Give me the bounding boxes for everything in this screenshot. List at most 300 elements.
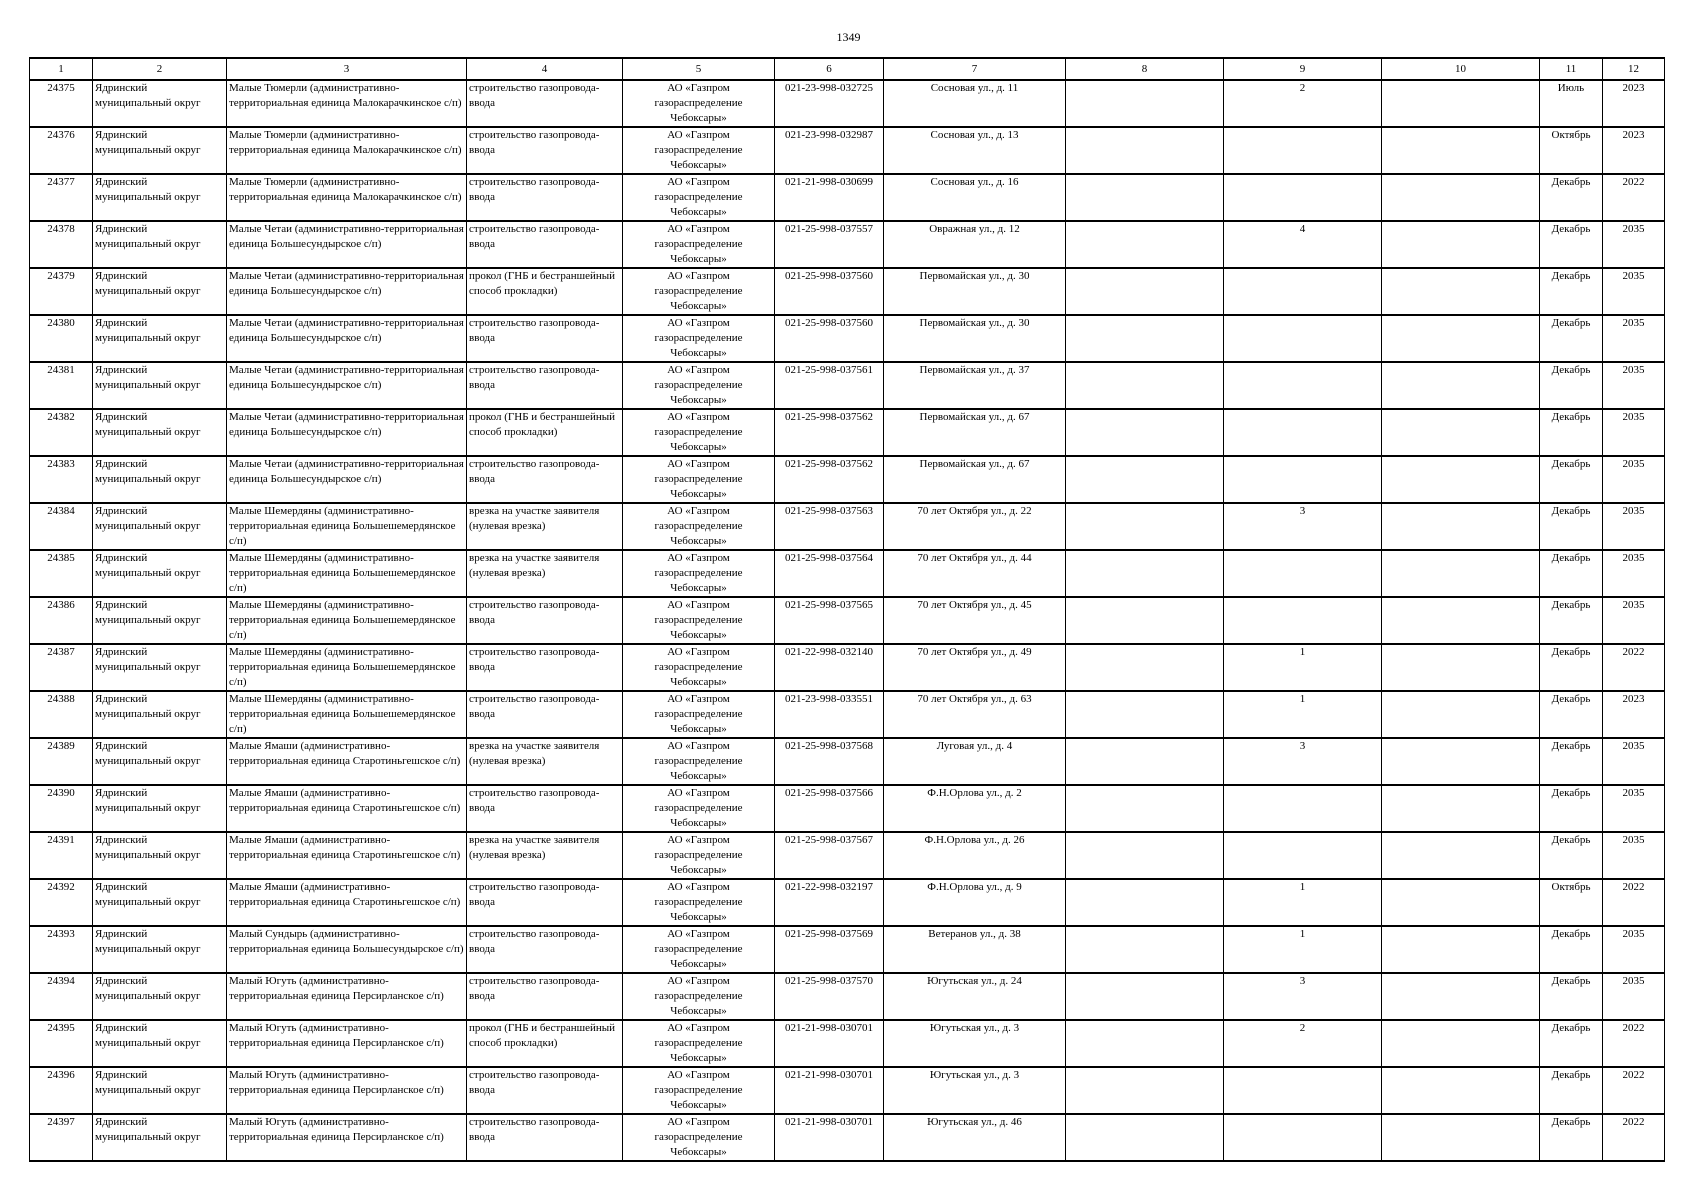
cell-col-10 xyxy=(1382,785,1540,832)
cell-col-10 xyxy=(1382,456,1540,503)
cell-text: Декабрь xyxy=(1551,834,1591,846)
cell-month xyxy=(1540,644,1603,691)
cell-text: 2035 xyxy=(1622,364,1645,376)
cell-text xyxy=(1384,880,1537,925)
cell-municipal-district xyxy=(93,691,227,738)
cell-row-number xyxy=(30,174,93,221)
cell-col-9 xyxy=(1224,268,1382,315)
cell-work-type xyxy=(467,503,623,550)
cell-year xyxy=(1603,174,1665,221)
cell-col-8 xyxy=(1066,1067,1224,1114)
cell-month xyxy=(1540,174,1603,221)
cell-organization xyxy=(623,879,775,926)
cell-text: Ядринский муниципальный округ xyxy=(95,129,201,156)
cell-text: Ядринский муниципальный округ xyxy=(95,505,201,532)
cell-text: Сосновая ул., д. 11 xyxy=(930,82,1019,94)
cell-municipal-district xyxy=(93,456,227,503)
cell-text: Октябрь xyxy=(1551,129,1591,141)
cell-text: 24382 xyxy=(47,411,75,423)
cell-text xyxy=(1068,1115,1221,1160)
cell-text: Декабрь xyxy=(1551,270,1591,282)
cell-year xyxy=(1603,1020,1665,1067)
cell-settlement xyxy=(227,456,467,503)
cell-text: 021-25-998-037561 xyxy=(785,364,873,376)
cell-object-code xyxy=(775,785,884,832)
cell-col-10 xyxy=(1382,1020,1540,1067)
cell-year xyxy=(1603,644,1665,691)
cell-col-8 xyxy=(1066,597,1224,644)
cell-object-code xyxy=(775,973,884,1020)
cell-text: прокол (ГНБ и бестраншейный способ прокладки) xyxy=(469,411,616,438)
cell-work-type xyxy=(467,268,623,315)
table-row xyxy=(30,174,1665,221)
cell-work-type xyxy=(467,1020,623,1067)
cell-row-number xyxy=(30,503,93,550)
cell-text: Малые Тюмерли (административно-территориальная единица Малокарачкинское с/п) xyxy=(229,82,462,109)
cell-text: АО «Газпром газораспределение Чебоксары» xyxy=(654,881,743,923)
cell-object-code xyxy=(775,221,884,268)
cell-municipal-district xyxy=(93,315,227,362)
cell-municipal-district xyxy=(93,503,227,550)
cell-row-number xyxy=(30,973,93,1020)
cell-text: 24384 xyxy=(47,505,75,517)
table-row xyxy=(30,785,1665,832)
cell-row-number xyxy=(30,644,93,691)
cell-object-code xyxy=(775,456,884,503)
cell-text: Октябрь xyxy=(1551,881,1591,893)
cell-text: строительство газопровода-ввода xyxy=(469,646,600,673)
cell-month xyxy=(1540,80,1603,127)
cell-col-9 xyxy=(1224,597,1382,644)
table-row xyxy=(30,1020,1665,1067)
cell-text: Малые Четаи (административно-территориальная единица Большесундырское с/п) xyxy=(229,270,464,297)
cell-text xyxy=(1068,222,1221,267)
cell-col-8 xyxy=(1066,832,1224,879)
cell-text: 021-25-998-037562 xyxy=(785,411,873,423)
cell-municipal-district xyxy=(93,973,227,1020)
cell-municipal-district xyxy=(93,409,227,456)
cell-text xyxy=(1068,974,1221,1019)
cell-text xyxy=(1384,974,1537,1019)
cell-text: Ядринский муниципальный округ xyxy=(95,411,201,438)
cell-month xyxy=(1540,456,1603,503)
cell-text xyxy=(1068,927,1221,972)
cell-row-number xyxy=(30,738,93,785)
cell-text: Декабрь xyxy=(1551,176,1591,188)
cell-text: 021-21-998-030701 xyxy=(785,1022,873,1034)
cell-text: Декабрь xyxy=(1551,740,1591,752)
cell-text: Малые Тюмерли (административно-территориальная единица Малокарачкинское с/п) xyxy=(229,129,462,156)
cell-col-10 xyxy=(1382,409,1540,456)
cell-text: 021-25-998-037560 xyxy=(785,270,873,282)
cell-text: Югутьская ул., д. 24 xyxy=(927,975,1022,987)
cell-text: Ядринский муниципальный округ xyxy=(95,458,201,485)
cell-text: АО «Газпром газораспределение Чебоксары» xyxy=(654,1022,743,1064)
cell-text: Декабрь xyxy=(1551,458,1591,470)
cell-text: 2035 xyxy=(1622,223,1645,235)
cell-text: 3 xyxy=(1299,975,1306,987)
cell-text: 021-22-998-032197 xyxy=(785,881,873,893)
column-header-3: 3 xyxy=(227,58,467,80)
cell-text: 2035 xyxy=(1622,270,1645,282)
table-row xyxy=(30,738,1665,785)
column-header-4: 4 xyxy=(467,58,623,80)
cell-text: Ядринский муниципальный округ xyxy=(95,599,201,626)
cell-text: Малые Четаи (административно-территориальная единица Большесундырское с/п) xyxy=(229,317,464,344)
cell-col-10 xyxy=(1382,221,1540,268)
cell-text: Декабрь xyxy=(1551,505,1591,517)
cell-organization xyxy=(623,1067,775,1114)
cell-col-10 xyxy=(1382,174,1540,221)
cell-col-8 xyxy=(1066,926,1224,973)
cell-text: Декабрь xyxy=(1551,928,1591,940)
cell-text: Декабрь xyxy=(1551,787,1591,799)
cell-settlement xyxy=(227,879,467,926)
cell-col-8 xyxy=(1066,268,1224,315)
cell-text xyxy=(1226,316,1379,361)
cell-text xyxy=(1068,128,1221,173)
cell-text: 2022 xyxy=(1622,881,1645,893)
cell-text: 021-23-998-033551 xyxy=(785,693,873,705)
cell-row-number xyxy=(30,127,93,174)
cell-object-code xyxy=(775,597,884,644)
cell-text xyxy=(1226,833,1379,878)
cell-organization xyxy=(623,597,775,644)
cell-text xyxy=(1384,1115,1537,1160)
cell-text: АО «Газпром газораспределение Чебоксары» xyxy=(654,82,743,124)
cell-text: 021-25-998-037570 xyxy=(785,975,873,987)
cell-settlement xyxy=(227,738,467,785)
cell-text: Ядринский муниципальный округ xyxy=(95,364,201,391)
cell-text: АО «Газпром газораспределение Чебоксары» xyxy=(654,223,743,265)
cell-text: Ядринский муниципальный округ xyxy=(95,82,201,109)
cell-organization xyxy=(623,268,775,315)
cell-month xyxy=(1540,503,1603,550)
cell-month xyxy=(1540,1114,1603,1161)
cell-row-number xyxy=(30,785,93,832)
cell-month xyxy=(1540,738,1603,785)
cell-col-8 xyxy=(1066,409,1224,456)
cell-text xyxy=(1068,1068,1221,1113)
cell-year xyxy=(1603,221,1665,268)
cell-work-type xyxy=(467,691,623,738)
cell-text xyxy=(1068,692,1221,737)
cell-object-code xyxy=(775,879,884,926)
cell-text xyxy=(1384,551,1537,596)
cell-text: АО «Газпром газораспределение Чебоксары» xyxy=(654,1069,743,1111)
table-row xyxy=(30,597,1665,644)
cell-text: Первомайская ул., д. 37 xyxy=(919,364,1030,376)
cell-col-9 xyxy=(1224,1020,1382,1067)
cell-text: 2022 xyxy=(1622,646,1645,658)
cell-col-10 xyxy=(1382,503,1540,550)
cell-col-9 xyxy=(1224,926,1382,973)
cell-text: АО «Газпром газораспределение Чебоксары» xyxy=(654,599,743,641)
cell-year xyxy=(1603,1067,1665,1114)
cell-text: Малые Шемердяны (административно-территориальная единица Большешемердянское с/п) xyxy=(229,505,456,547)
cell-address xyxy=(884,127,1066,174)
cell-month xyxy=(1540,1020,1603,1067)
cell-text: Ядринский муниципальный округ xyxy=(95,834,201,861)
cell-year xyxy=(1603,785,1665,832)
cell-text: Ядринский муниципальный округ xyxy=(95,928,201,955)
cell-text: 021-25-998-037563 xyxy=(785,505,873,517)
cell-text: Первомайская ул., д. 30 xyxy=(919,270,1030,282)
cell-object-code xyxy=(775,1020,884,1067)
cell-month xyxy=(1540,926,1603,973)
cell-work-type xyxy=(467,644,623,691)
cell-text: строительство газопровода-ввода xyxy=(469,928,600,955)
cell-organization xyxy=(623,644,775,691)
cell-organization xyxy=(623,221,775,268)
cell-text: Ядринский муниципальный округ xyxy=(95,317,201,344)
cell-text xyxy=(1068,833,1221,878)
cell-address xyxy=(884,973,1066,1020)
cell-year xyxy=(1603,832,1665,879)
cell-municipal-district xyxy=(93,644,227,691)
cell-text: 24381 xyxy=(47,364,75,376)
cell-month xyxy=(1540,1067,1603,1114)
table-row xyxy=(30,221,1665,268)
cell-year xyxy=(1603,503,1665,550)
cell-col-8 xyxy=(1066,550,1224,597)
cell-text: 021-25-998-037567 xyxy=(785,834,873,846)
cell-row-number xyxy=(30,1114,93,1161)
cell-text xyxy=(1384,128,1537,173)
cell-text: Ядринский муниципальный округ xyxy=(95,646,201,673)
cell-municipal-district xyxy=(93,221,227,268)
cell-address xyxy=(884,409,1066,456)
cell-row-number xyxy=(30,832,93,879)
cell-row-number xyxy=(30,1067,93,1114)
cell-col-10 xyxy=(1382,268,1540,315)
cell-organization xyxy=(623,362,775,409)
cell-text: АО «Газпром газораспределение Чебоксары» xyxy=(654,458,743,500)
cell-text: 021-25-998-037564 xyxy=(785,552,873,564)
cell-text: Ф.Н.Орлова ул., д. 2 xyxy=(927,787,1022,799)
cell-text: 2035 xyxy=(1622,505,1645,517)
cell-text xyxy=(1226,128,1379,173)
cell-month xyxy=(1540,221,1603,268)
column-header-2: 2 xyxy=(93,58,227,80)
cell-text: Малый Югуть (административно-территориальная единица Персирланское с/п) xyxy=(229,975,444,1002)
cell-settlement xyxy=(227,973,467,1020)
cell-text: Малые Ямаши (административно-территориальная единица Старотиньгешское с/п) xyxy=(229,834,461,861)
cell-text: врезка на участке заявителя (нулевая врезка) xyxy=(469,552,600,579)
cell-col-9 xyxy=(1224,785,1382,832)
cell-text: Ядринский муниципальный округ xyxy=(95,693,201,720)
cell-text: 021-25-998-037557 xyxy=(785,223,873,235)
cell-text: строительство газопровода-ввода xyxy=(469,881,600,908)
cell-year xyxy=(1603,691,1665,738)
table-row xyxy=(30,691,1665,738)
cell-col-10 xyxy=(1382,926,1540,973)
cell-col-10 xyxy=(1382,550,1540,597)
cell-object-code xyxy=(775,409,884,456)
cell-settlement xyxy=(227,832,467,879)
cell-address xyxy=(884,879,1066,926)
cell-text: Ядринский муниципальный округ xyxy=(95,975,201,1002)
cell-text: 2035 xyxy=(1622,975,1645,987)
cell-text: Малые Ямаши (административно-территориальная единица Старотиньгешское с/п) xyxy=(229,787,461,814)
cell-settlement xyxy=(227,926,467,973)
cell-work-type xyxy=(467,409,623,456)
table-row xyxy=(30,1067,1665,1114)
column-header-10: 10 xyxy=(1382,58,1540,80)
cell-text: 2035 xyxy=(1622,928,1645,940)
cell-settlement xyxy=(227,691,467,738)
cell-col-8 xyxy=(1066,221,1224,268)
cell-organization xyxy=(623,550,775,597)
cell-text xyxy=(1384,833,1537,878)
cell-municipal-district xyxy=(93,785,227,832)
cell-text xyxy=(1068,269,1221,314)
cell-text: 021-21-998-030701 xyxy=(785,1116,873,1128)
cell-row-number xyxy=(30,926,93,973)
cell-month xyxy=(1540,362,1603,409)
cell-text: 021-25-998-037560 xyxy=(785,317,873,329)
cell-row-number xyxy=(30,409,93,456)
cell-col-9 xyxy=(1224,409,1382,456)
cell-text: 2035 xyxy=(1622,317,1645,329)
cell-object-code xyxy=(775,738,884,785)
cell-work-type xyxy=(467,973,623,1020)
cell-municipal-district xyxy=(93,1020,227,1067)
cell-text: 24393 xyxy=(47,928,75,940)
cell-text xyxy=(1384,457,1537,502)
cell-text: Декабрь xyxy=(1551,411,1591,423)
cell-address xyxy=(884,456,1066,503)
cell-text: Малый Сундырь (административно-территориальная единица Большесундырское с/п) xyxy=(229,928,464,955)
cell-text: строительство газопровода-ввода xyxy=(469,223,600,250)
cell-col-8 xyxy=(1066,174,1224,221)
cell-text xyxy=(1068,598,1221,643)
cell-month xyxy=(1540,268,1603,315)
cell-col-10 xyxy=(1382,738,1540,785)
cell-month xyxy=(1540,832,1603,879)
cell-text: строительство газопровода-ввода xyxy=(469,975,600,1002)
cell-address xyxy=(884,644,1066,691)
cell-object-code xyxy=(775,268,884,315)
cell-text xyxy=(1226,457,1379,502)
cell-year xyxy=(1603,362,1665,409)
cell-text xyxy=(1068,739,1221,784)
cell-text: Декабрь xyxy=(1551,599,1591,611)
cell-text: Декабрь xyxy=(1551,364,1591,376)
table-row xyxy=(30,832,1665,879)
cell-settlement xyxy=(227,597,467,644)
cell-text xyxy=(1384,410,1537,455)
cell-text: Малые Ямаши (административно-территориальная единица Старотиньгешское с/п) xyxy=(229,881,461,908)
cell-text: 1 xyxy=(1299,881,1306,893)
cell-text: АО «Газпром газораспределение Чебоксары» xyxy=(654,740,743,782)
cell-organization xyxy=(623,80,775,127)
cell-text: строительство газопровода-ввода xyxy=(469,1069,600,1096)
cell-municipal-district xyxy=(93,362,227,409)
cell-work-type xyxy=(467,738,623,785)
cell-text: АО «Газпром газораспределение Чебоксары» xyxy=(654,317,743,359)
cell-organization xyxy=(623,691,775,738)
cell-year xyxy=(1603,973,1665,1020)
cell-text xyxy=(1068,645,1221,690)
cell-text: АО «Газпром газораспределение Чебоксары» xyxy=(654,552,743,594)
cell-text: 021-25-998-037569 xyxy=(785,928,873,940)
cell-object-code xyxy=(775,1114,884,1161)
cell-text: Декабрь xyxy=(1551,552,1591,564)
cell-work-type xyxy=(467,926,623,973)
cell-work-type xyxy=(467,80,623,127)
cell-text: 1 xyxy=(1299,693,1306,705)
cell-text: 24375 xyxy=(47,82,75,94)
cell-year xyxy=(1603,597,1665,644)
cell-text: Овражная ул., д. 12 xyxy=(929,223,1020,235)
cell-month xyxy=(1540,315,1603,362)
table-row xyxy=(30,1114,1665,1161)
cell-text: 2035 xyxy=(1622,458,1645,470)
cell-month xyxy=(1540,409,1603,456)
cell-row-number xyxy=(30,879,93,926)
cell-text: 24391 xyxy=(47,834,75,846)
cell-col-8 xyxy=(1066,973,1224,1020)
cell-col-8 xyxy=(1066,738,1224,785)
cell-col-9 xyxy=(1224,644,1382,691)
cell-text: Сосновая ул., д. 13 xyxy=(930,129,1019,141)
cell-text: 24394 xyxy=(47,975,75,987)
cell-text xyxy=(1226,410,1379,455)
cell-row-number xyxy=(30,221,93,268)
cell-settlement xyxy=(227,409,467,456)
cell-text: Декабрь xyxy=(1551,317,1591,329)
cell-text: Первомайская ул., д. 30 xyxy=(919,317,1030,329)
cell-text xyxy=(1068,363,1221,408)
cell-text: Малый Югуть (административно-территориальная единица Персирланское с/п) xyxy=(229,1022,444,1049)
table-row xyxy=(30,268,1665,315)
cell-text: Малые Шемердяны (административно-территориальная единица Большешемердянское с/п) xyxy=(229,693,456,735)
cell-col-9 xyxy=(1224,1114,1382,1161)
cell-settlement xyxy=(227,315,467,362)
cell-text: строительство газопровода-ввода xyxy=(469,1116,600,1143)
cell-col-9 xyxy=(1224,80,1382,127)
header-row xyxy=(30,58,1665,80)
cell-text xyxy=(1384,504,1537,549)
cell-text: 021-23-998-032987 xyxy=(785,129,873,141)
cell-text xyxy=(1226,363,1379,408)
cell-text: 2035 xyxy=(1622,411,1645,423)
cell-work-type xyxy=(467,1114,623,1161)
cell-text xyxy=(1226,786,1379,831)
cell-municipal-district xyxy=(93,127,227,174)
cell-col-8 xyxy=(1066,456,1224,503)
cell-organization xyxy=(623,1114,775,1161)
cell-text: АО «Газпром газораспределение Чебоксары» xyxy=(654,364,743,406)
cell-text: 2022 xyxy=(1622,176,1645,188)
cell-text: Малый Югуть (административно-территориальная единица Персирланское с/п) xyxy=(229,1116,444,1143)
cell-text: АО «Газпром газораспределение Чебоксары» xyxy=(654,787,743,829)
cell-text: 2035 xyxy=(1622,740,1645,752)
cell-text: строительство газопровода-ввода xyxy=(469,129,600,156)
cell-object-code xyxy=(775,691,884,738)
cell-text: АО «Газпром газораспределение Чебоксары» xyxy=(654,928,743,970)
table-row xyxy=(30,315,1665,362)
cell-organization xyxy=(623,503,775,550)
cell-text: прокол (ГНБ и бестраншейный способ прокладки) xyxy=(469,270,616,297)
cell-address xyxy=(884,268,1066,315)
table-row xyxy=(30,550,1665,597)
cell-col-10 xyxy=(1382,362,1540,409)
cell-col-9 xyxy=(1224,738,1382,785)
cell-object-code xyxy=(775,1067,884,1114)
cell-year xyxy=(1603,315,1665,362)
